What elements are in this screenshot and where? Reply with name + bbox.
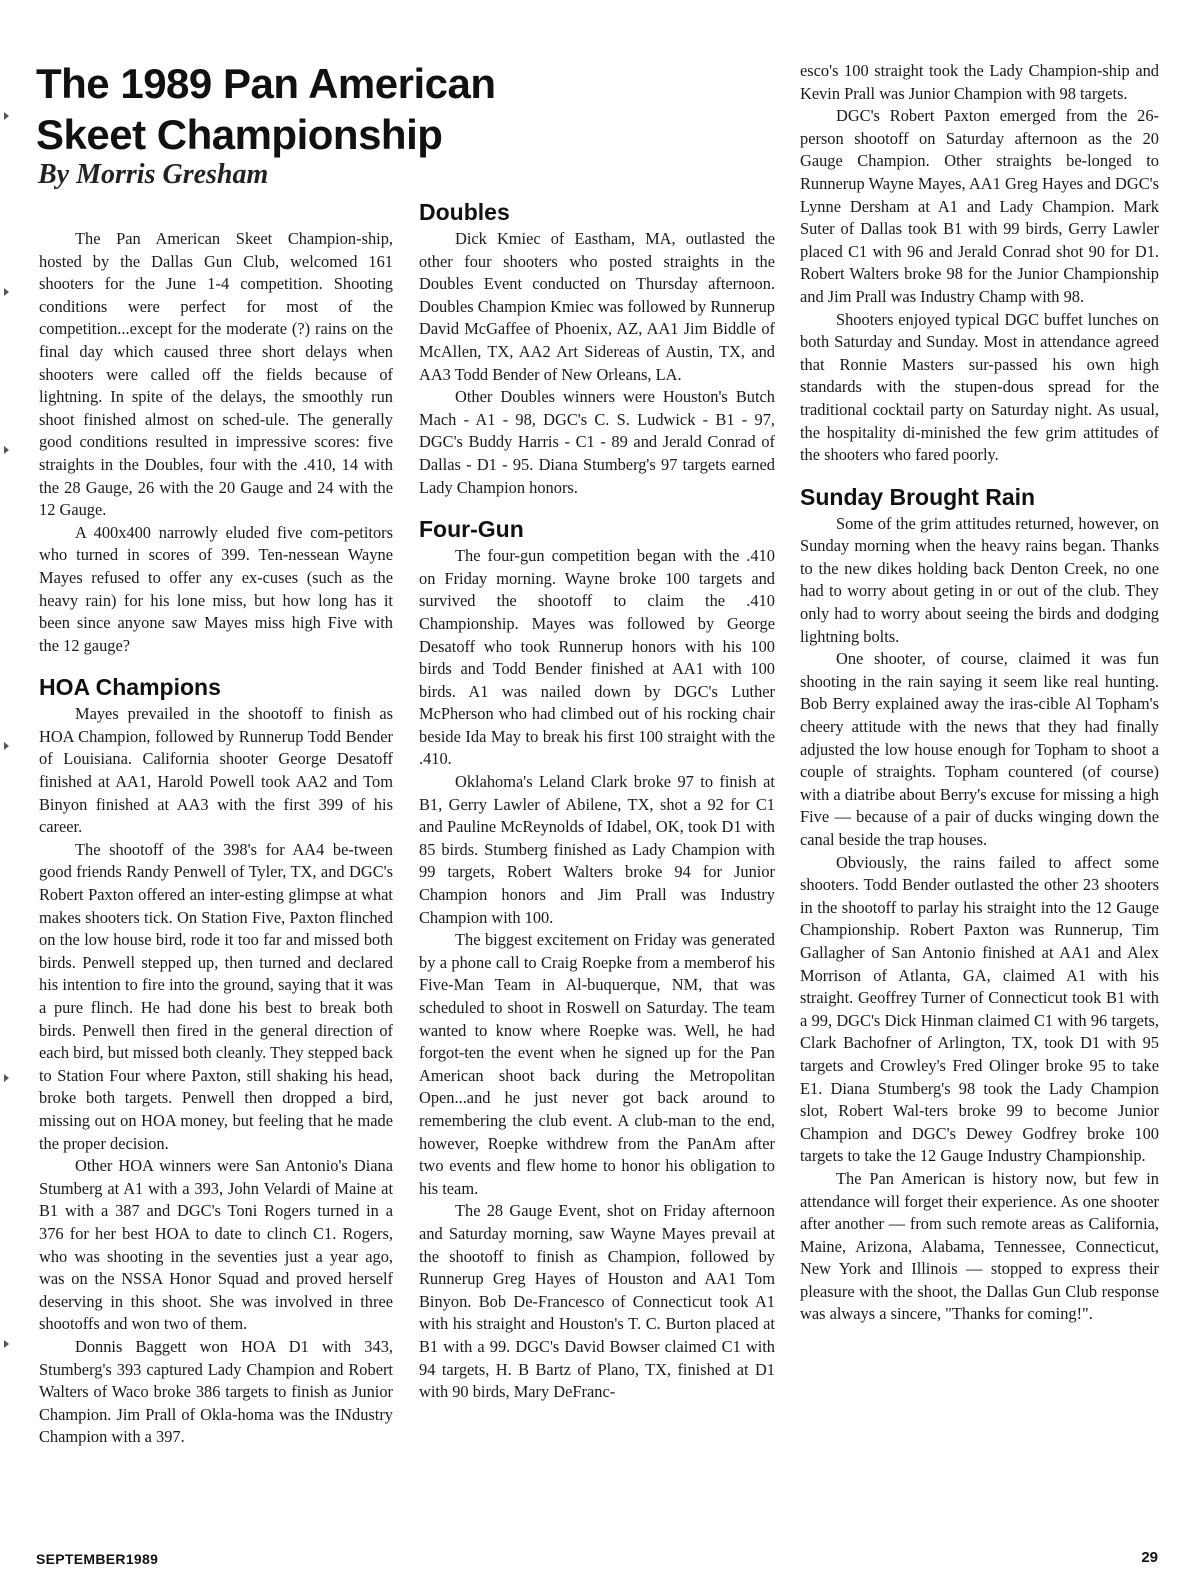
paragraph: The four-gun competition began with the .410 on Friday morning. Wayne broke 100 targets and survived the shootoff to claim the .410 Championship. Mayes was followed by George Desatoff who took Runnerup honors with his 100 birds and Todd Bender finished at AA1 with 100 birds. A1 was nailed down by DGC's Luther McPherson who had climbed out of his rocking chair beside Ida May to break his first 100 straight with the .410. xyxy=(419,546,775,769)
paragraph: Obviously, the rains failed to affect some shooters. Todd Bender outlasted the other 23 shooters in the shootoff to parlay his straight into the 12 Gauge Championship. Robert Paxton was Runnerup, Tim Gallagher of San Antonio finished at AA1 and Alex Morrison of Atlanta, GA, claimed A1 with his straight. Geoffrey Turner of Connecticut took B1 with a 99, DGC's Dick Hinman claimed C1 with 96 targets, Clark Bachofner of Arlington, TX, took D1 with 95 targets and Crowley's Fred Olinger broke 95 to take E1. Diana Stumberg's 98 took the Lady Champion slot, Robert Wal-ters broke 99 to become Junior Champion and DGC's Dewey Godfrey broke 100 targets to take the 12 Gauge Industry Championship. xyxy=(800,852,1159,1166)
column-1 xyxy=(39,228,393,1449)
paragraph: The biggest excitement on Friday was generated by a phone call to Craig Roepke from a memberof his Five-Man Team in Al-buquerque, NM, that was scheduled to shoot in Roswell on Saturday. The team wanted to know where Roepke was. Well, he had forgot-ten the event when he signed up for the Pan American shoot back during the Metropolitan Open...and he just never got back around to remembering the club event. A club-man to the end, however, Roepke withdrew from the PanAm after two events and flew home to honor his obligation to his team. xyxy=(419,930,775,1198)
paragraph: The Pan American is history now, but few in attendance will forget their experience. As one shooter after another — from such remote areas as California, Maine, Arizona, Alabama, Tennessee, Connecticut, New York and Illinois — stopped to express their pleasure with the shoot, the Dallas Gun Club response was always a sincere, "Thanks for coming!". xyxy=(800,1168,1159,1324)
paragraph: Mayes prevailed in the shootoff to finish as HOA Champion, followed by Runnerup Todd Bender of Louisiana. California shooter George Desatoff finished at AA1, Harold Powell took AA2 and Tom Binyon finished at AA3 with the first 399 of his career. xyxy=(39,704,393,837)
title-line-1: The 1989 Pan American xyxy=(36,60,496,107)
paragraph: The 28 Gauge Event, shot on Friday afternoon and Saturday morning, saw Wayne Mayes prevail at the shootoff to finish as Champion, followed by Runnerup Greg Hayes of Houston and AA1 Tom Binyon. Bob De-Francesco of Connecticut took A1 with his straight and Houston's T. C. Burton placed at B1 with a 99. DGC's David Bowser claimed C1 with 94 targets, H. B Bartz of Plano, TX, finished at D1 with 90 birds, Mary DeFranc- xyxy=(419,1201,775,1402)
paragraph: Some of the grim attitudes returned, however, on Sunday morning when the heavy rains began. Thanks to the new dikes holding back Denton Creek, no one had to worry about geting in or out of the club. They only had to worry about seeing the birds and dodging lightning bolts. xyxy=(800,513,1159,646)
margin-mark-icon xyxy=(4,1074,9,1082)
paragraph: Dick Kmiec of Eastham, MA, outlasted the other four shooters who posted straights in the Doubles Event conducted on Thursday afternoon. Doubles Champion Kmiec was followed by Runnerup David McGaffee of Phoenix, AZ, AA1 Jim Biddle of McAllen, TX, AA2 Art Sidereas of Austin, TX, and AA3 Todd Bender of New Orleans, LA. xyxy=(419,229,775,384)
margin-mark-icon xyxy=(4,288,9,296)
section-heading-doubles: Doubles xyxy=(419,199,510,225)
section-heading-sunday-brought-rain: Sunday Brought Rain xyxy=(800,483,1036,510)
article-title xyxy=(36,58,536,160)
paragraph: Other Doubles winners were Houston's Butch Mach - A1 - 98, DGC's C. S. Ludwick - B1 - 97, DGC's Buddy Harris - C1 - 89 and Jerald Conrad of Dallas - D1 - 95. Diana Stumberg's 97 targets earned Lady Champion honors. xyxy=(419,387,775,497)
paragraph: DGC's Robert Paxton emerged from the 26-person shootoff on Saturday afternoon as the 20 Gauge Champion. Other straights be-longed to Runnerup Wayne Mayes, AA1 Greg Hayes and DGC's Lynne Dersham at A1 and Lady Champion. Mark Suter of Dallas took B1 with 99 birds, Gerry Lawler placed C1 with 96 and Jerald Conrad shot 90 for D1. Robert Walters broke 98 for the Junior Championship and Jim Prall was Industry Champ with 98. xyxy=(800,106,1159,306)
paragraph: A 400x400 narrowly eluded five com-petitors who turned in scores of 399. Ten-nessean Wayne Mayes refused to offer any ex-cuses (such as the heavy rain) for his lone miss, but how long has it been since anyone saw Mayes miss high Five with the 12 gauge? xyxy=(39,522,393,655)
paragraph: Other HOA winners were San Antonio's Diana Stumberg at A1 with a 393, John Velardi of Maine at B1 with a 387 and DGC's Toni Rogers turned in a 376 for her best HOA to date to clinch C1. Rogers, who was shooting in the seventies just a year ago, was on the NSSA Honor Squad and proved herself deserving in this shoot. She was involved in three shootoffs and won two of them. xyxy=(39,1156,393,1334)
byline: By Morris Gresham xyxy=(38,159,269,190)
paragraph-continued: esco's 100 straight took the Lady Champion-ship and Kevin Prall was Junior Champion with 98 targets. xyxy=(800,61,1159,103)
margin-mark-icon xyxy=(4,446,9,454)
column-3 xyxy=(800,60,1159,1326)
page-number: 29 xyxy=(1141,1549,1158,1566)
margin-mark-icon xyxy=(4,112,9,120)
title-line-2: Skeet Championship xyxy=(36,111,443,158)
footer-issue-date: SEPTEMBER1989 xyxy=(36,1551,159,1567)
paragraph: Donnis Baggett won HOA D1 with 343, Stumberg's 393 captured Lady Champion and Robert Walters of Waco broke 386 targets to finish as Junior Champion. Jim Prall of Okla-homa was the INdustry Champion with a 397. xyxy=(39,1336,393,1447)
section-heading-hoa-champions: HOA Champions xyxy=(39,674,221,701)
paragraph: One shooter, of course, claimed it was fun shooting in the rain saying it seem like real hunting. Bob Berry explained away the iras-cible Al Topham's cheery attitude with the news that they had finally adjusted the low house enough for Topham to shoot a couple of straights. Topham countered (of course) with a diatribe about Berry's excuse for missing a high Five — because of a pair of ducks winging down the canal beside the trap houses. xyxy=(800,649,1159,849)
paragraph: The shootoff of the 398's for AA4 be-tween good friends Randy Penwell of Tyler, TX, and DGC's Robert Paxton offered an inter-esting glimpse at what makes shooters tick. On Station Five, Paxton flinched on the low house bird, rode it too far and missed both birds. Penwell stepped up, then turned and declared his intention to fire into the ground, saying that it was a pure flinch. He had done his best to break both birds. Penwell then fired in the general direction of each bird, but missed both cleanly. They stepped back to Station Four where Paxton, still shaking his head, broke both targets. Penwell then dropped a bird, missing out on HOA money, but feeling that he made the proper decision. xyxy=(39,839,393,1153)
column-2 xyxy=(419,198,775,1404)
paragraph: Oklahoma's Leland Clark broke 97 to finish at B1, Gerry Lawler of Abilene, TX, shot a 92 for C1 and Pauline McReynolds of Idabel, OK, took D1 with 85 birds. Stumberg finished as Lady Champion with 99 targets, Robert Walters broke 94 for Junior Champion honors and Jim Prall was Industry Champion with 100. xyxy=(419,772,775,927)
paragraph: The Pan American Skeet Champion-ship, hosted by the Dallas Gun Club, welcomed 161 shooters for the June 1-4 competition. Shooting conditions were perfect for most of the competition...except for the moderate (?) rains on the final day which caused three short delays when shooters were called off the fields because of lightning. In spite of the delays, the smoothly run shoot finished almost on sched-ule. The generally good conditions resulted in impressive scores: five straights in the Doubles, four with the .410, 14 with the 28 Gauge, 26 with the 20 Gauge and 24 with the 12 Gauge. xyxy=(39,229,393,520)
margin-mark-icon xyxy=(4,1340,9,1348)
paragraph: Shooters enjoyed typical DGC buffet lunches on both Saturday and Sunday. Most in attendance agreed that Ronnie Masters sur-passed his own high standards with the stupen-dous spread for the traditional cocktail party on Saturday night. As usual, the hospitality di-minished the few grim attitudes of the shooters who fared poorly. xyxy=(800,309,1159,465)
margin-mark-icon xyxy=(4,742,9,750)
section-heading-four-gun: Four-Gun xyxy=(419,516,524,543)
